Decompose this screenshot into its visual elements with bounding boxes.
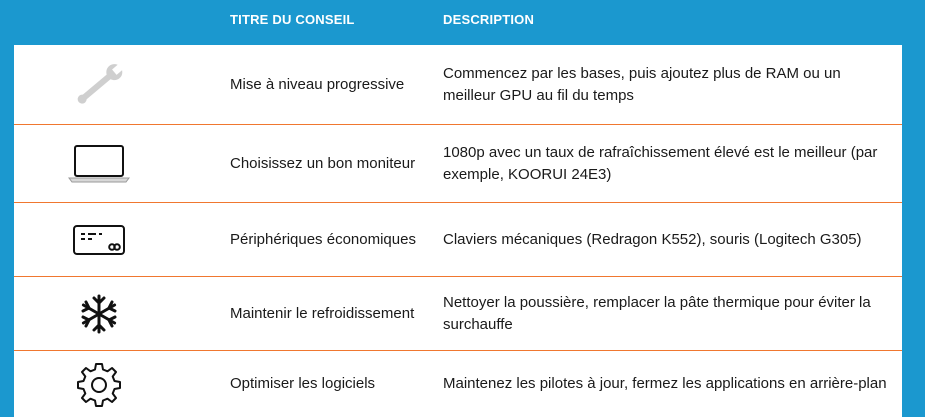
wrench-icon	[54, 45, 144, 124]
tip-title: Optimiser les logiciels	[230, 375, 376, 392]
table-header	[0, 0, 925, 44]
column-header-title: TITRE DU CONSEIL	[230, 12, 355, 27]
tip-title: Mise à niveau progressive	[230, 75, 405, 93]
table-row	[14, 351, 902, 417]
tip-description: Commencez par les bases, puis ajoutez plus de RAM ou un meilleur GPU au fil du temps	[443, 64, 841, 104]
tip-title: Maintenir le refroidissement	[230, 304, 415, 322]
card-icon	[54, 203, 144, 276]
table-row	[14, 125, 902, 203]
laptop-icon	[54, 125, 144, 202]
snowflake-icon	[54, 277, 144, 350]
gear-icon	[54, 351, 144, 417]
tip-description: Nettoyer la poussière, remplacer la pâte thermique pour éviter la surchauffe	[443, 293, 871, 333]
tip-description: Maintenez les pilotes à jour, fermez les applications en arrière-plan	[443, 375, 887, 392]
table-row	[14, 277, 902, 351]
table-row	[14, 45, 902, 125]
tips-table	[14, 45, 902, 417]
table-row	[14, 203, 902, 277]
tip-title: Choisissez un bon moniteur	[230, 154, 416, 172]
tip-title: Périphériques économiques	[230, 230, 416, 248]
tip-description: 1080p avec un taux de rafraîchissement élevé est le meilleur (par exemple, KOORUI 24E3)	[443, 143, 878, 183]
column-header-description: DESCRIPTION	[443, 12, 535, 27]
tip-description: Claviers mécaniques (Redragon K552), souris (Logitech G305)	[443, 230, 862, 248]
